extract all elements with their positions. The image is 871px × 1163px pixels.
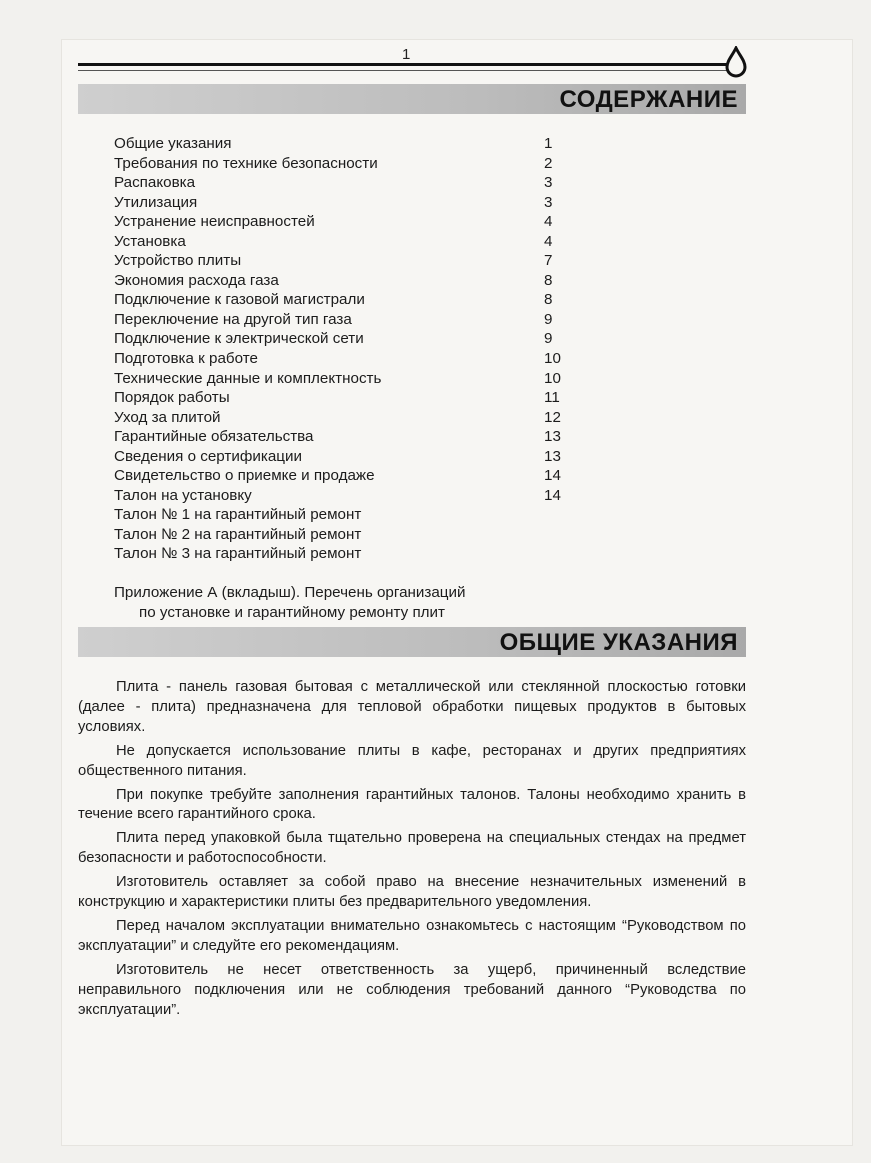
toc-item-label: Общие указания: [114, 135, 232, 152]
toc-item-label: Порядок работы: [114, 389, 230, 407]
general-header-band: [78, 627, 746, 657]
toc-item: [114, 173, 564, 193]
page-number: 1: [402, 46, 411, 63]
toc-item-label: Устранение неисправностей: [114, 213, 315, 231]
toc-item-label: Сведения о сертификации: [114, 447, 302, 465]
toc-item-page: 3: [544, 193, 553, 211]
toc-item-page: 10: [544, 369, 561, 387]
contents-header-band: [78, 84, 746, 114]
table-of-contents: [114, 134, 564, 564]
toc-item: [114, 193, 564, 213]
toc-item-label: Талон № 1 на гарантийный ремонт: [114, 506, 362, 524]
paragraph: Плита - панель газовая бытовая с металлической или стеклянной плоскостью готовки (далее - плита) предназначена для тепловой обработки пищевых продуктов в бытовых условиях.: [78, 679, 746, 735]
paragraph: При покупке требуйте заполнения гарантийных талонов. Талоны необходимо хранить в течение всего гарантийного срока.: [78, 786, 746, 823]
toc-item-label: Подготовка к работе: [114, 350, 258, 368]
header-rule: [78, 63, 728, 66]
toc-item: [114, 134, 564, 154]
appendix-entry: [114, 583, 465, 622]
toc-item-page: 14: [544, 467, 561, 485]
toc-item-label: Подключение к газовой магистрали: [114, 291, 365, 309]
toc-item: [114, 466, 564, 486]
toc-item: [114, 349, 564, 369]
contents-title: СОДЕРЖАНИЕ: [559, 86, 738, 113]
paragraph: Плита перед упаковкой была тщательно проверена на специальных стендах на предмет безопасности и работоспособности.: [78, 830, 746, 867]
toc-item-label: Подключение к электрической сети: [114, 330, 364, 348]
general-title: ОБЩИЕ УКАЗАНИЯ: [499, 629, 738, 656]
toc-item-page: 10: [544, 350, 561, 368]
toc-item: [114, 232, 564, 252]
paragraph: Перед началом эксплуатации внимательно ознакомьтесь с настоящим “Руководством по эксплуатации” и следуйте его рекомендациям.: [78, 917, 746, 954]
general-body: [78, 678, 746, 1025]
toc-item: [114, 525, 564, 545]
toc-item: [114, 310, 564, 330]
toc-item-page: 8: [544, 291, 553, 309]
toc-item-label: Талон № 3 на гарантийный ремонт: [114, 545, 362, 563]
header-rule-thin: [78, 70, 728, 71]
toc-item-page: 9: [544, 310, 553, 328]
toc-item: [114, 271, 564, 291]
toc-item-label: Требования по технике безопасности: [114, 154, 378, 172]
toc-item-page: 1: [544, 135, 553, 152]
toc-item: [114, 505, 564, 525]
toc-item: [114, 486, 564, 506]
toc-item-label: Утилизация: [114, 193, 198, 211]
toc-item-page: 11: [544, 389, 560, 407]
toc-item-label: Талон № 2 на гарантийный ремонт: [114, 525, 362, 543]
toc-item-page: 3: [544, 174, 553, 192]
toc-item: [114, 447, 564, 467]
toc-item-page: 13: [544, 428, 561, 446]
appendix-line-1: Приложение А (вкладыш). Перечень организаций: [114, 584, 466, 601]
toc-item: [114, 290, 564, 310]
toc-item: [114, 369, 564, 389]
toc-item-label: Переключение на другой тип газа: [114, 310, 352, 328]
toc-item-page: 12: [544, 408, 561, 426]
toc-item-page: 13: [544, 447, 561, 465]
toc-item-label: Гарантийные обязательства: [114, 428, 314, 446]
toc-item-label: Устройство плиты: [114, 252, 242, 270]
toc-item-label: Экономия расхода газа: [114, 271, 279, 289]
toc-item-page: 9: [544, 330, 553, 348]
toc-item-page: 14: [544, 486, 561, 504]
toc-item: [114, 408, 564, 428]
flame-drop-icon: [722, 46, 750, 78]
appendix-line-2: по установке и гарантийному ремонту плит: [139, 603, 445, 621]
paragraph: Изготовитель оставляет за собой право на внесение незначительных изменений в конструкцию и характеристики плиты без предварительного уведомления.: [78, 874, 746, 911]
paragraph: Не допускается использование плиты в кафе, ресторанах и других предприятиях общественного питания.: [78, 742, 746, 779]
toc-item: [114, 329, 564, 349]
toc-item-page: 4: [544, 213, 553, 231]
toc-item-label: Установка: [114, 232, 186, 250]
toc-item-label: Уход за плитой: [114, 408, 221, 426]
toc-item-page: 7: [544, 252, 553, 270]
toc-item: [114, 544, 564, 564]
toc-item: [114, 251, 564, 271]
toc-item: [114, 154, 564, 174]
toc-item-page: 4: [544, 232, 553, 250]
toc-item-label: Распаковка: [114, 174, 196, 192]
toc-item-label: Талон на установку: [114, 486, 252, 504]
toc-item-page: 8: [544, 271, 553, 289]
paragraph: Изготовитель не несет ответственность за ущерб, причиненный вследствие неправильного подключения или не соблюдения требований данного “Руководства по эксплуатации”.: [78, 961, 746, 1018]
toc-item: [114, 212, 564, 232]
toc-item-label: Технические данные и комплектность: [114, 369, 382, 387]
toc-item-label: Свидетельство о приемке и продаже: [114, 467, 375, 485]
toc-item: [114, 388, 564, 408]
toc-item-page: 2: [544, 154, 553, 172]
toc-item: [114, 427, 564, 447]
